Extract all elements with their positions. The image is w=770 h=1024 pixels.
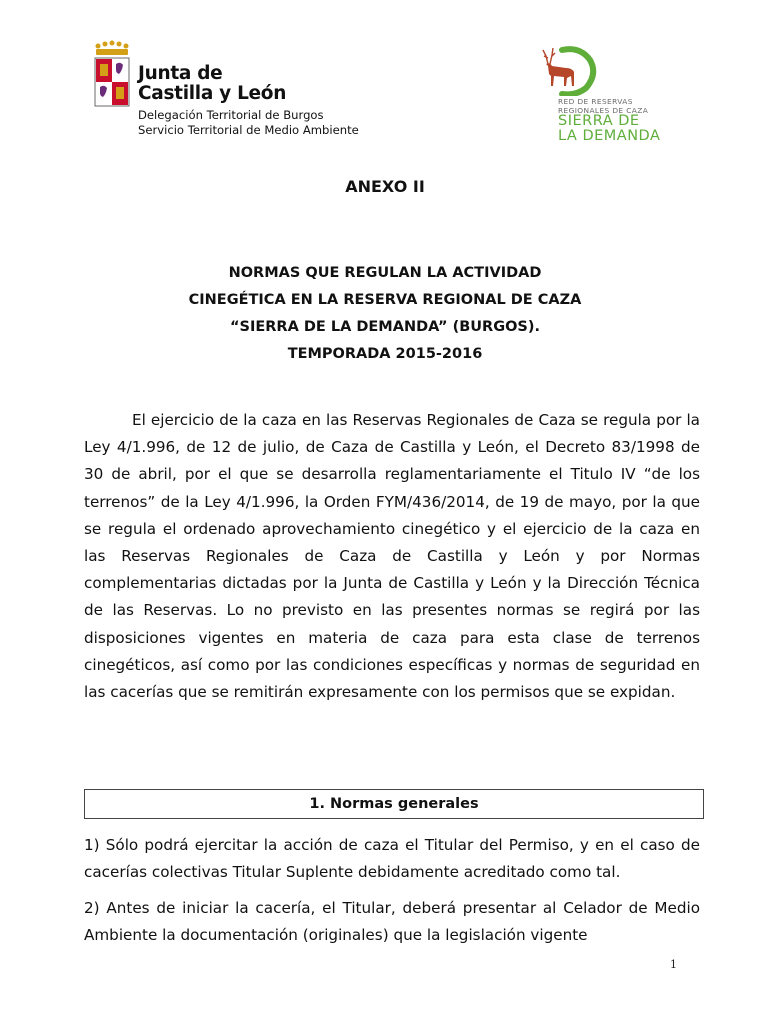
title-line: CINEGÉTICA EN LA RESERVA REGIONAL DE CAZA (188, 292, 582, 308)
rule-item: 1) Sólo podrá ejercitar la acción de caza el Titular del Permiso, y en el caso de cacerías colectivas Titular Suplente debidamente acreditado como tal. (84, 836, 700, 882)
jcyl-title-line1: Junta de (138, 63, 223, 84)
title-line: NORMAS QUE REGULAN LA ACTIVIDAD (228, 265, 542, 281)
deer-icon (536, 44, 600, 96)
title-line: TEMPORADA 2015-2016 (287, 346, 483, 362)
document-title (0, 260, 770, 368)
section-heading: 1. Normas generales (84, 789, 704, 819)
jcyl-logo (92, 40, 382, 140)
jcyl-service: Servicio Territorial de Medio Ambiente (138, 123, 359, 137)
reserve-network-line1: RED DE RESERVAS (558, 97, 633, 106)
jcyl-delegation: Delegación Territorial de Burgos (138, 108, 324, 122)
coat-of-arms-icon (92, 40, 132, 110)
reserve-name-line2: LA DEMANDA (558, 128, 661, 144)
reserve-logo (530, 44, 680, 148)
annex-heading: ANEXO II (345, 177, 425, 196)
jcyl-subtitle (138, 108, 359, 138)
page-number: 1 (670, 958, 677, 971)
rule-item: 2) Antes de iniciar la cacería, el Titular, deberá presentar al Celador de Medio Ambiente la documentación (originales) que la legislación vigente (84, 899, 700, 945)
intro-paragraph (84, 407, 700, 706)
jcyl-title (138, 64, 286, 104)
reserve-network-line2: REGIONALES DE CAZA (558, 105, 649, 115)
reserve-name-line1: SIERRA DE (558, 113, 640, 129)
reserve-name (558, 114, 660, 144)
jcyl-title-line2: Castilla y León (138, 83, 287, 104)
title-line: “SIERRA DE LA DEMANDA” (BURGOS). (229, 319, 541, 335)
intro-paragraph-text: El ejercicio de la caza en las Reservas Regionales de Caza se regula por la Ley 4/1.996, de 12 de julio, de Caza de Castilla y León, el Decreto 83/1998 de 30 de abril, por el que se desarrolla reglamentariamente el Titulo IV “de los terrenos” de la Ley 4/1.996, la Orden FYM/436/2014, de 19 de mayo, por la que se regula el ordenado aprovechamiento cinegético y el ejercicio de la caza en las Reservas Regionales de Caza de Castilla y León y por Normas complementarias dictadas por la Junta de Castilla y León y la Dirección Técnica de las Reservas. Lo no previsto en las presentes normas se regirá por las disposiciones vigentes en materia de caza para esta clase de terrenos cinegéticos, así como por las condiciones específicas y normas de seguridad en las cacerías que se remitirán expresamente con los permisos que se expidan. (84, 411, 700, 702)
